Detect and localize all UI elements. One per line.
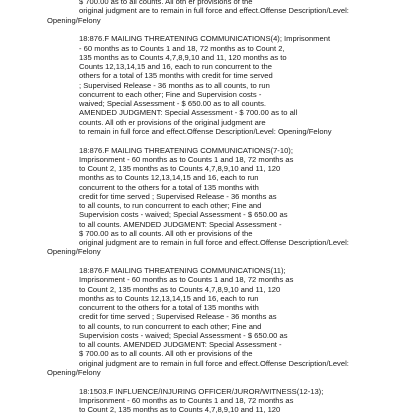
document-text-line: $ 700.00 as to all counts. All oth er provisions of the bbox=[0, 229, 400, 238]
document-text-line: AMENDED JUDGMENT: Special Assessment - $ 700.00 as to all bbox=[0, 108, 400, 117]
document-text-line: to Count 2, 135 months as to Counts 4,7,8,9,10 and 11, 120 bbox=[0, 285, 400, 294]
document-text-line: Supervision costs - waived; Special Assessment - $ 650.00 as bbox=[0, 210, 400, 219]
document-text-line: Supervision costs - waived; Special Assessment - $ 650.00 as bbox=[0, 331, 400, 340]
document-text-line: Imprisonment - 60 months as to Counts 1 and 18, 72 months as bbox=[0, 396, 400, 405]
document-text-line: 18:1503.F INFLUENCE/INJURING OFFICER/JUROR/WITNESS(12-13); bbox=[0, 387, 400, 396]
judgment-entry-block bbox=[0, 387, 400, 414]
document-text-line: $ 700.00 as to all counts. All oth er provisions of the bbox=[0, 0, 400, 6]
document-text-line: to remain in full force and effect.Offense Description/Level: Opening/Felony bbox=[0, 127, 400, 136]
document-text-line: Imprisonment - 60 months as to Counts 1 and 18, 72 months as bbox=[0, 155, 400, 164]
document-text-line: to Count 2, 135 months as to Counts 4,7,8,9,10 and 11, 120 bbox=[0, 164, 400, 173]
document-text-line: concurrent to the others for a total of 135 months with bbox=[0, 183, 400, 192]
document-text-line: $ 700.00 as to all counts. All oth er provisions of the bbox=[0, 349, 400, 358]
document-text-line: to all counts, to run concurrent to each other; Fine and bbox=[0, 322, 400, 331]
document-text-line: credit for time served ; Supervised Release - 36 months as bbox=[0, 192, 400, 201]
document-text-line: waived; Special Assessment - $ 650.00 as to all counts. bbox=[0, 99, 400, 108]
document-text-line: original judgment are to remain in full force and effect.Offense Description/Level: bbox=[0, 238, 400, 247]
document-text-line: credit for time served ; Supervised Release - 36 months as bbox=[0, 312, 400, 321]
paragraph-gap bbox=[0, 377, 400, 387]
document-text-line: concurrent to each other; Fine and Supervision costs - bbox=[0, 90, 400, 99]
judgment-entry-block bbox=[0, 34, 400, 136]
document-text-line: months as to Counts 12,13,14,15 and 16, each to run bbox=[0, 173, 400, 182]
paragraph-gap bbox=[0, 257, 400, 267]
document-text-line: concurrent to the others for a total of 135 months with bbox=[0, 303, 400, 312]
document-text-line: Opening/Felony bbox=[0, 368, 400, 377]
document-text-line: months as to Counts 12,13,14,15 and 16, each to run bbox=[0, 294, 400, 303]
document-text-line: Counts 12,13,14,15 and 16, each to run concurrent to the bbox=[0, 62, 400, 71]
document-text-line: to all counts. AMENDED JUDGMENT: Special Assessment - bbox=[0, 340, 400, 349]
document-text-line: to all counts, to run concurrent to each other; Fine and bbox=[0, 201, 400, 210]
document-text-line: ; Supervised Release - 36 months as to all counts, to run bbox=[0, 81, 400, 90]
document-text-line: original judgment are to remain in full force and effect.Offense Description/Level: bbox=[0, 359, 400, 368]
document-text-line: original judgment are to remain in full force and effect.Offense Description/Level: bbox=[0, 6, 400, 15]
paragraph-gap bbox=[0, 25, 400, 35]
judgment-entry-block bbox=[0, 0, 400, 25]
judgment-entry-block bbox=[0, 266, 400, 377]
document-text-line: others for a total of 135 months with credit for time served bbox=[0, 71, 400, 80]
document-text-line: Opening/Felony bbox=[0, 247, 400, 256]
document-text-line: 135 months as to Counts 4,7,8,9,10 and 11, 120 months as to bbox=[0, 53, 400, 62]
document-text-line: to all counts. AMENDED JUDGMENT: Special Assessment - bbox=[0, 220, 400, 229]
judgment-entry-block bbox=[0, 146, 400, 257]
document-text-line: counts. All oth er provisions of the original judgment are bbox=[0, 118, 400, 127]
document-text-line: 18:876.F MAILING THREATENING COMMUNICATIONS(4); Imprisonment bbox=[0, 34, 400, 43]
document-text-line: 18:876.F MAILING THREATENING COMMUNICATIONS(7-10); bbox=[0, 146, 400, 155]
document-text-line: - 60 months as to Counts 1 and 18, 72 months as to Count 2, bbox=[0, 44, 400, 53]
document-text-line: 18:876.F MAILING THREATENING COMMUNICATIONS(11); bbox=[0, 266, 400, 275]
document-text-line: to Count 2, 135 months as to Counts 4,7,8,9,10 and 11, 120 bbox=[0, 405, 400, 414]
document-text-line: Imprisonment - 60 months as to Counts 1 and 18, 72 months as bbox=[0, 275, 400, 284]
document-text-line: Opening/Felony bbox=[0, 16, 400, 25]
paragraph-gap bbox=[0, 136, 400, 146]
